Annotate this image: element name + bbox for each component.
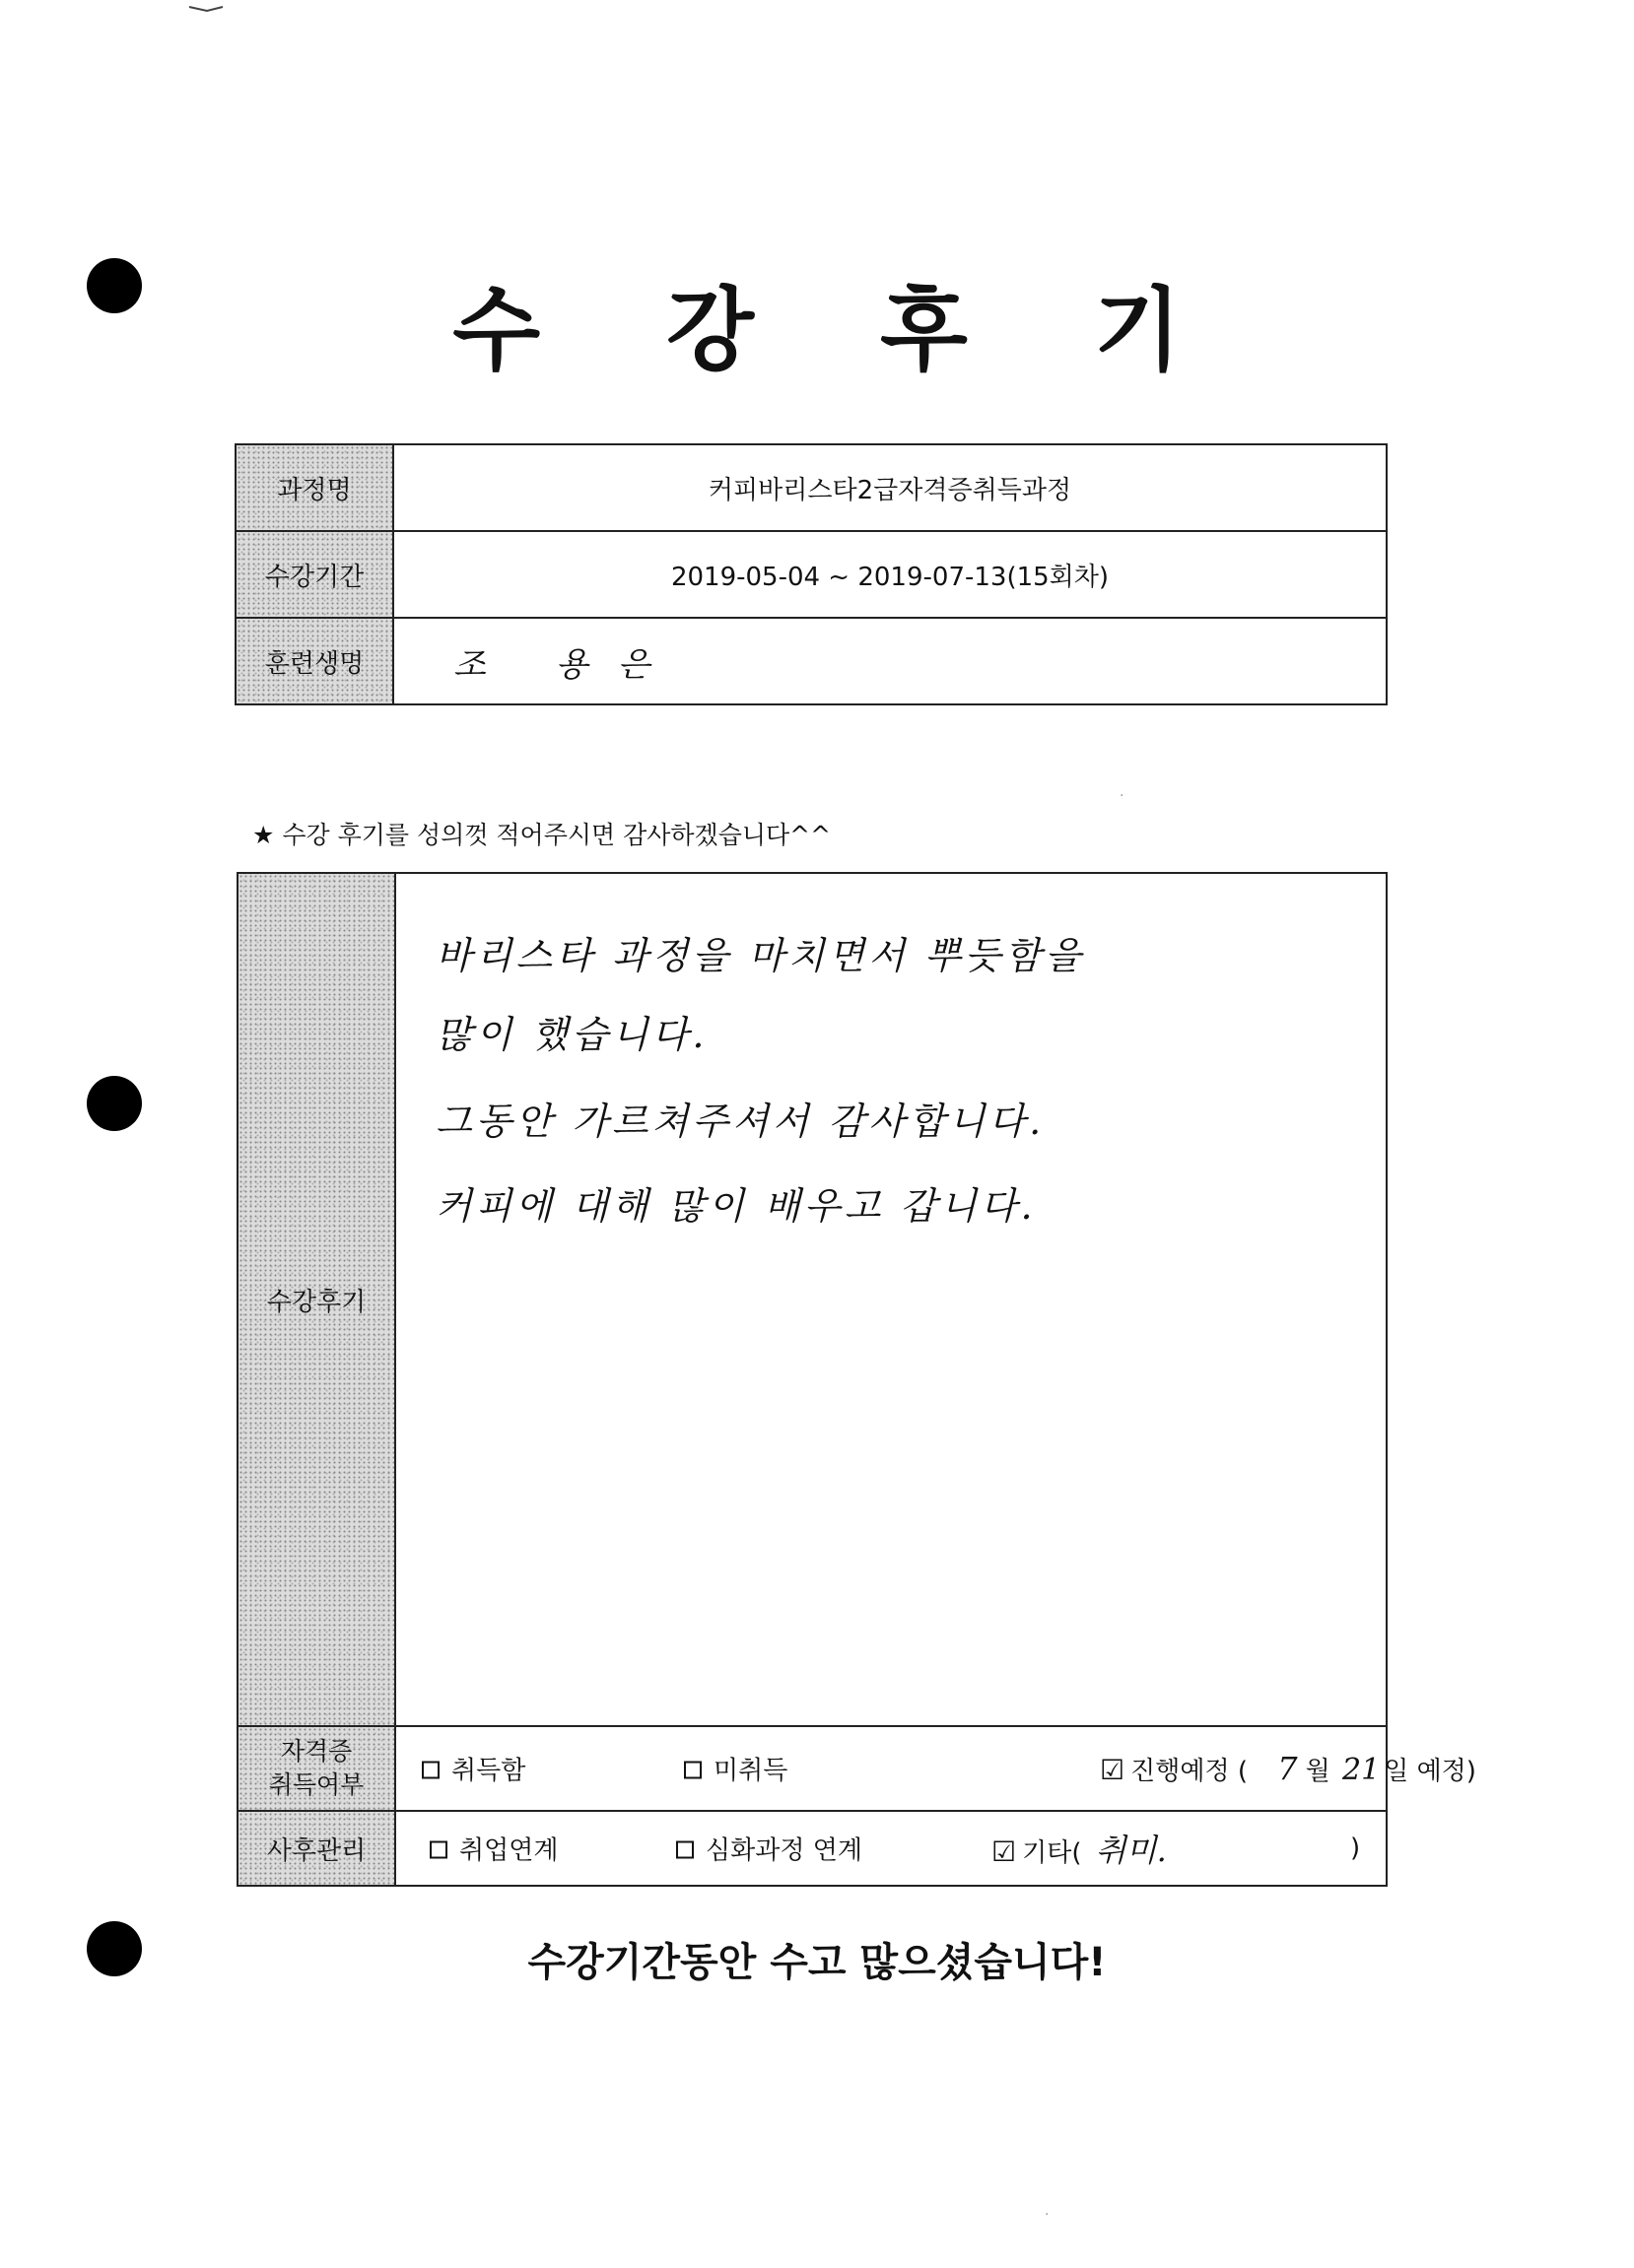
trainee-row <box>236 618 1387 704</box>
course-label: 과정명 <box>236 444 393 531</box>
review-line-2: 많이 했습니다. <box>436 1013 709 1056</box>
aftercare-label: 사후관리 <box>238 1811 395 1886</box>
certificate-opt-acquired-label: 취득함 <box>451 1756 526 1786</box>
review-line-1: 바리스타 과정을 마치면서 뿌듯함을 <box>436 934 1085 977</box>
punch-hole-middle <box>87 1076 142 1131</box>
checkbox-empty-icon[interactable] <box>676 1840 694 1858</box>
certificate-planned-month: 7 <box>1277 1750 1298 1787</box>
checkbox-empty-icon[interactable] <box>422 1761 440 1778</box>
certificate-opt-not-acquired-label: 미취득 <box>714 1756 788 1786</box>
certificate-opt-acquired[interactable] <box>422 1751 525 1787</box>
aftercare-options <box>395 1811 1387 1886</box>
aftercare-opt-advanced-label: 심화과정 연계 <box>706 1835 862 1866</box>
certificate-row <box>238 1726 1387 1811</box>
aftercare-row <box>238 1811 1387 1886</box>
page-title: 수 강 후 기 <box>452 278 1229 383</box>
certificate-options <box>395 1726 1476 1811</box>
review-line-3: 그동안 가르쳐주셔서 감사합니다. <box>436 1100 1046 1143</box>
checkbox-checked-icon[interactable]: ☑ <box>991 1835 1017 1868</box>
review-row <box>238 873 1387 1726</box>
review-label: 수강후기 <box>238 873 395 1726</box>
period-value: 2019-05-04 ~ 2019-07-13(15회차) <box>393 531 1387 618</box>
certificate-label <box>238 1726 395 1811</box>
trainee-name: 조 용은 <box>393 618 1387 704</box>
review-table <box>237 872 1476 1887</box>
period-row <box>236 531 1387 618</box>
certificate-planned-suffix: 일 예정) <box>1384 1757 1476 1786</box>
trainee-label: 훈련생명 <box>236 618 393 704</box>
info-table <box>235 443 1388 705</box>
scan-dot: · <box>1045 2207 1050 2223</box>
aftercare-opt-advanced[interactable] <box>676 1831 862 1867</box>
aftercare-other-value: 취미. <box>1095 1832 1167 1869</box>
review-line-4: 커피에 대해 많이 배우고 갑니다. <box>436 1184 1037 1228</box>
checkbox-empty-icon[interactable] <box>684 1761 702 1778</box>
aftercare-opt-employment-label: 취업연계 <box>459 1835 559 1866</box>
aftercare-opt-other[interactable] <box>991 1826 1167 1871</box>
checkbox-empty-icon[interactable] <box>430 1840 447 1858</box>
notice-text: ★ 수강 후기를 성의껏 적어주시면 감사하겠습니다^^ <box>252 821 832 849</box>
certificate-label-line1: 자격증 <box>280 1737 353 1766</box>
aftercare-other-suffix: ) <box>1350 1834 1361 1863</box>
review-body <box>395 873 1387 1726</box>
checkbox-checked-icon[interactable]: ☑ <box>1100 1754 1125 1786</box>
period-label: 수강기간 <box>236 531 393 618</box>
certificate-opt-not-acquired[interactable] <box>684 1751 787 1787</box>
course-value: 커피바리스타2급자격증취득과정 <box>393 444 1387 531</box>
certificate-label-line2: 취득여부 <box>268 1770 365 1799</box>
course-row <box>236 444 1387 531</box>
certificate-opt-planned[interactable] <box>1100 1750 1476 1787</box>
footer-message: 수강기간동안 수고 많으셨습니다! <box>527 1940 1107 1985</box>
aftercare-opt-employment[interactable] <box>430 1831 558 1867</box>
certificate-planned-month-unit: 월 <box>1305 1757 1330 1786</box>
aftercare-other-prefix: 기타( <box>1022 1838 1082 1868</box>
certificate-planned-day: 21 <box>1342 1753 1381 1787</box>
scan-dot: · <box>1120 788 1124 804</box>
certificate-planned-prefix: 진행예정 ( <box>1130 1757 1248 1786</box>
scan-speck <box>187 0 227 10</box>
